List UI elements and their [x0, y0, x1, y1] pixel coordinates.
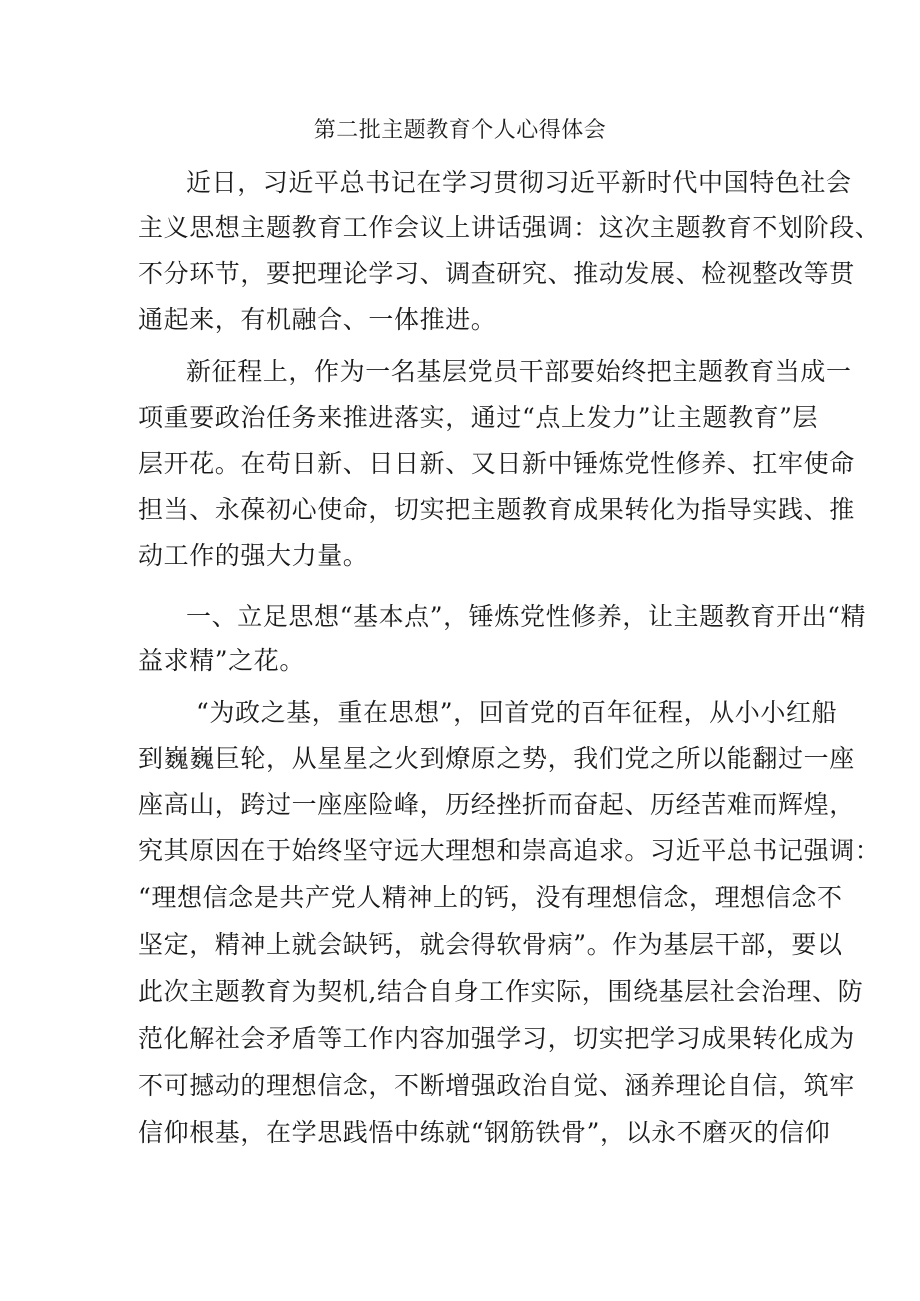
- document-title: 第二批主题教育个人心得体会: [313, 118, 607, 143]
- paragraph-line: 不可撼动的理想信念，不断增强政治自觉、涵养理论自信，筑牢: [138, 1071, 855, 1100]
- paragraph-line: 通起来，有机融合、一体推进。: [138, 305, 497, 334]
- paragraph-line: 动工作的强大力量。: [138, 541, 369, 570]
- paragraph-line: 担当、永葆初心使命，切实把主题教育成果转化为指导实践、推: [138, 495, 855, 524]
- paragraph-line: 益求精”之花。: [138, 646, 305, 675]
- paragraph-line: 信仰根基，在学思践悟中练就“钢筋铁骨”，以永不磨灭的信仰: [138, 1118, 831, 1147]
- paragraph-line: 近日，习近平总书记在学习贯彻习近平新时代中国特色社会: [186, 168, 852, 197]
- paragraph-line: 主义思想主题教育工作会议上讲话强调：这次主题教育不划阶段、: [138, 213, 881, 242]
- paragraph-line: 范化解社会矛盾等工作内容加强学习，切实把学习成果转化成为: [138, 1024, 855, 1053]
- paragraph-line: 项重要政治任务来推进落实，通过“点上发力”让主题教育”层: [138, 403, 819, 432]
- paragraph-line: 不分环节，要把理论学习、调查研究、推动发展、检视整改等贯: [138, 259, 855, 288]
- paragraph-line: 新征程上，作为一名基层党员干部要始终把主题教育当成一: [186, 357, 852, 386]
- paragraph-line: 座高山，跨过一座座险峰，历经挫折而奋起、历经苦难而辉煌，: [138, 790, 855, 819]
- paragraph-line: 坚定，精神上就会缺钙，就会得软骨病”。作为基层干部，要以: [138, 930, 843, 959]
- paragraph-line: “理想信念是共产党人精神上的钙，没有理想信念，理想信念不: [138, 883, 843, 912]
- paragraph-line: 此次主题教育为契机,结合自身工作实际，围绕基层社会治理、防: [138, 977, 864, 1006]
- paragraph-line: 层开花。在苟日新、日日新、又日新中锤炼党性修养、扛牢使命: [138, 449, 855, 478]
- paragraph-line: 到巍巍巨轮，从星星之火到燎原之势，我们党之所以能翻过一座: [138, 744, 855, 773]
- paragraph-line: 究其原因在于始终坚守远大理想和崇高追求。习近平总书记强调：: [138, 836, 881, 865]
- paragraph-line: 一、立足思想“基本点”，锤炼党性修养，让主题教育开出“精: [186, 602, 867, 631]
- paragraph-line: “为政之基，重在思想”，回首党的百年征程，从小小红船: [196, 698, 838, 727]
